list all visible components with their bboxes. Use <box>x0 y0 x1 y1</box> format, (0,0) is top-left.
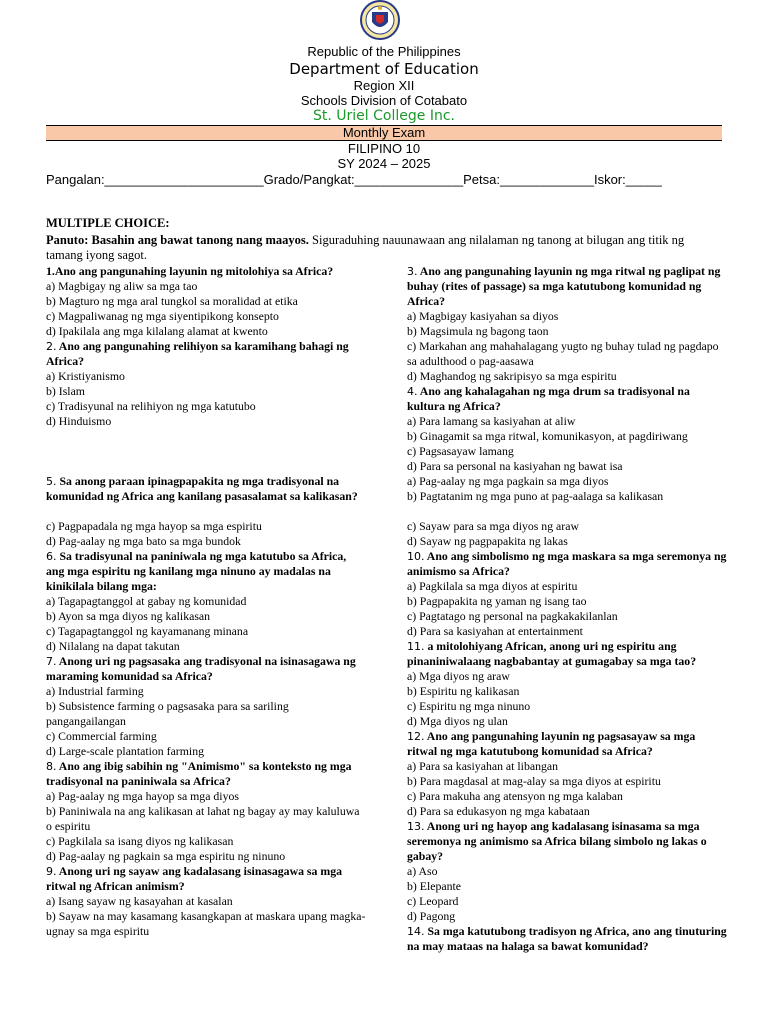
division-line: Schools Division of Cotabato <box>300 93 468 108</box>
question-11-number: 11. <box>407 640 425 653</box>
q8-option-b[interactable]: b) Paniniwala na ang kalikasan at lahat ng bagay ay may kaluluwa o espiritu <box>46 804 360 833</box>
q6-option-d[interactable]: d) Nilalang na dapat takutan <box>46 639 180 653</box>
question-9-text: Anong uri ng sayaw ang kadalasang isinasagawa sa mga ritwal ng African animism? <box>46 864 342 893</box>
question-1: 1.Ano ang pangunahing layunin ng mitolohiya sa Africa? <box>46 264 334 278</box>
subject-line: FILIPINO 10 <box>347 141 421 156</box>
question-3-text: Ano ang pangunahing layunin ng mga ritwal ng paglipat ng buhay (rites of passage) sa mga katutubong komunidad ng Africa? <box>407 264 721 308</box>
q4-option-d[interactable]: d) Para sa personal na kasiyahan ng bawat isa <box>407 459 623 473</box>
q13-option-d[interactable]: d) Pagong <box>407 909 456 923</box>
q13-option-a[interactable]: a) Aso <box>407 864 438 878</box>
question-7-text: Anong uri ng pagsasaka ang tradisyonal na isinasagawa ng maraming komunidad sa Africa? <box>46 654 356 683</box>
question-7-number: 7. <box>46 655 57 668</box>
instructions-bold: Panuto: Basahin ang bawat tanong nang maayos. <box>46 233 309 247</box>
question-2 <box>46 339 366 369</box>
question-13 <box>407 819 727 864</box>
q5-option-d[interactable]: d) Pag-aalay ng mga bato sa mga bundok <box>46 534 241 548</box>
q11-option-a[interactable]: a) Mga diyos ng araw <box>407 669 510 683</box>
question-6-number: 6. <box>46 550 57 563</box>
department-title: Department of Education <box>289 60 479 78</box>
q6-option-c[interactable]: c) Tagapagtanggol ng kayamanang minana <box>46 624 249 638</box>
q9-option-c[interactable]: c) Sayaw para sa mga diyos ng araw <box>407 519 579 533</box>
q7-option-d[interactable]: d) Large-scale plantation farming <box>46 744 204 758</box>
q5-option-b[interactable]: b) Pagtatanim ng mga puno at pag-aalaga sa kalikasan <box>407 489 664 503</box>
q6-option-a[interactable]: a) Tagapagtanggol at gabay ng komunidad <box>46 594 247 608</box>
question-13-text: Anong uri ng hayop ang kadalasang isinasama sa mga seremonya ng animismo sa Africa bilang simbolo ng lakas o gabay? <box>407 819 707 863</box>
q2-option-d[interactable]: d) Hinduismo <box>46 414 112 428</box>
q1-option-d[interactable]: d) Ipakilala ang mga kilalang alamat at kwento <box>46 324 268 338</box>
q11-option-b[interactable]: b) Espiritu ng kalikasan <box>407 684 520 698</box>
question-8-number: 8. <box>46 760 57 773</box>
q9-option-d[interactable]: d) Sayaw ng pagpapakita ng lakas <box>407 534 568 548</box>
question-8 <box>46 759 366 789</box>
question-4-number: 4. <box>407 385 418 398</box>
deped-seal-logo <box>354 0 406 40</box>
question-5-number: 5. <box>46 475 57 488</box>
question-6-text: Sa tradisyunal na paniniwala ng mga katutubo sa Africa, ang mga espiritu ng kanilang mga ninuno ay madalas na kinikilala bilang mga: <box>46 549 347 593</box>
spacer <box>46 504 366 519</box>
q3-option-a[interactable]: a) Magbigay kasiyahan sa diyos <box>407 309 559 323</box>
q12-option-b[interactable]: b) Para magdasal at mag-alay sa mga diyos at espiritu <box>407 774 661 788</box>
q9-option-a[interactable]: a) Isang sayaw ng kasayahan at kasalan <box>46 894 233 908</box>
q10-option-d[interactable]: d) Para sa kasiyahan at entertainment <box>407 624 583 638</box>
spacer <box>407 504 727 519</box>
question-3-number: 3. <box>407 265 418 278</box>
q5-option-a[interactable]: a) Pag-aalay ng mga pagkain sa mga diyos <box>407 474 609 488</box>
question-9-number: 9. <box>46 865 57 878</box>
q11-option-d[interactable]: d) Mga diyos ng ulan <box>407 714 508 728</box>
question-10 <box>407 549 727 579</box>
q2-option-b[interactable]: b) Islam <box>46 384 85 398</box>
q4-option-a[interactable]: a) Para lamang sa kasiyahan at aliw <box>407 414 576 428</box>
question-11 <box>407 639 727 669</box>
question-8-text: Ano ang ibig sabihin ng "Animismo" sa konteksto ng mga tradisyonal na paniniwala sa Africa? <box>46 759 352 788</box>
right-column <box>407 264 727 954</box>
q8-option-c[interactable]: c) Pagkilala sa isang diyos ng kalikasan <box>46 834 234 848</box>
q11-option-c[interactable]: c) Espiritu ng mga ninuno <box>407 699 531 713</box>
q4-option-c[interactable]: c) Pagsasayaw lamang <box>407 444 514 458</box>
q8-option-d[interactable]: d) Pag-aalay ng pagkain sa mga espiritu ng ninuno <box>46 849 286 863</box>
q12-option-d[interactable]: d) Para sa edukasyon ng mga kabataan <box>407 804 590 818</box>
q3-option-b[interactable]: b) Magsimula ng bagong taon <box>407 324 549 338</box>
question-4-text: Ano ang kahalagahan ng mga drum sa tradisyonal na kultura ng Africa? <box>407 384 690 413</box>
school-name: St. Uriel College Inc. <box>313 108 455 124</box>
q6-option-b[interactable]: b) Ayon sa mga diyos ng kalikasan <box>46 609 211 623</box>
instructions <box>46 233 722 263</box>
q7-option-c[interactable]: c) Commercial farming <box>46 729 157 743</box>
exam-band: Monthly Exam <box>46 126 722 140</box>
instructions-rest: Siguraduhing nauunawaan ang nilalaman ng tanong at bilugan ang titik ng tamang iyong sagot. <box>46 233 685 262</box>
question-2-number: 2. <box>46 340 57 353</box>
republic-line: Republic of the Philippines <box>307 44 461 59</box>
q5-option-c[interactable]: c) Pagpapadala ng mga hayop sa mga espiritu <box>46 519 262 533</box>
q1-option-c[interactable]: c) Magpaliwanag ng mga siyentipikong konsepto <box>46 309 279 323</box>
question-14-text: Sa mga katutubong tradisyon ng Africa, ano ang tinuturing na may mataas na halaga sa bawat komunidad? <box>407 924 727 953</box>
question-7 <box>46 654 366 684</box>
left-column <box>46 264 366 939</box>
question-2-text: Ano ang pangunahing relihiyon sa karamihang bahagi ng Africa? <box>46 339 349 368</box>
q10-option-a[interactable]: a) Pagkilala sa mga diyos at espiritu <box>407 579 578 593</box>
q2-option-c[interactable]: c) Tradisyunal na relihiyon ng mga katutubo <box>46 399 256 413</box>
q1-option-b[interactable]: b) Magturo ng mga aral tungkol sa moralidad at etika <box>46 294 298 308</box>
question-10-text: Ano ang simbolismo ng mga maskara sa mga seremonya ng animismo sa Africa? <box>407 549 727 578</box>
question-10-number: 10. <box>407 550 425 563</box>
q10-option-b[interactable]: b) Pagpapakita ng yaman ng isang tao <box>407 594 587 608</box>
school-year-line: SY 2024 – 2025 <box>337 156 431 171</box>
q8-option-a[interactable]: a) Pag-aalay ng mga hayop sa mga diyos <box>46 789 239 803</box>
q3-option-c[interactable]: c) Markahan ang mahahalagang yugto ng buhay tulad ng pagdapo sa adulthood o pag-aasawa <box>407 339 719 368</box>
q4-option-b[interactable]: b) Ginagamit sa mga ritwal, komunikasyon, at pagdiriwang <box>407 429 688 443</box>
question-12-text: Ano ang pangunahing layunin ng pagsasayaw sa mga ritwal ng mga katutubong komunidad sa Africa? <box>407 729 696 758</box>
q1-option-a[interactable]: a) Magbigay ng aliw sa mga tao <box>46 279 198 293</box>
q3-option-d[interactable]: d) Maghandog ng sakripisyo sa mga espiritu <box>407 369 617 383</box>
question-11-text: a mitolohiyang African, anong uri ng espiritu ang pinaniniwalaang nagbabantay at gumagabay sa mga tao? <box>407 639 697 668</box>
question-12 <box>407 729 727 759</box>
question-3 <box>407 264 727 309</box>
spacer <box>46 429 366 474</box>
question-5 <box>46 474 366 504</box>
question-14-number: 14. <box>407 925 425 938</box>
question-6 <box>46 549 366 594</box>
question-5-text: Sa anong paraan ipinagpapakita ng mga tradisyonal na komunidad ng Africa ang kanilang pasasalamat sa kalikasan? <box>46 474 358 503</box>
q7-option-b[interactable]: b) Subsistence farming o pagsasaka para sa sariling pangangailangan <box>46 699 289 728</box>
question-4 <box>407 384 727 414</box>
q13-option-b[interactable]: b) Elepante <box>407 879 462 893</box>
q9-option-b[interactable]: b) Sayaw na may kasamang kasangkapan at maskara upang magka-ugnay sa mga espiritu <box>46 909 366 938</box>
question-9 <box>46 864 366 894</box>
question-14 <box>407 924 727 954</box>
q13-option-c[interactable]: c) Leopard <box>407 894 459 908</box>
region-line: Region XII <box>353 78 415 93</box>
q7-option-a[interactable]: a) Industrial farming <box>46 684 144 698</box>
q12-option-c[interactable]: c) Para makuha ang atensyon ng mga kalaban <box>407 789 623 803</box>
section-title: MULTIPLE CHOICE: <box>46 216 170 230</box>
student-info-line: Pangalan:______________________Grado/Pangkat:_______________Petsa:_____________Iskor:_____ <box>46 172 662 187</box>
q2-option-a[interactable]: a) Kristiyanismo <box>46 369 125 383</box>
question-12-number: 12. <box>407 730 425 743</box>
q12-option-a[interactable]: a) Para sa kasiyahan at libangan <box>407 759 559 773</box>
question-13-number: 13. <box>407 820 425 833</box>
q10-option-c[interactable]: c) Pagtatago ng personal na pagkakakilanlan <box>407 609 618 623</box>
